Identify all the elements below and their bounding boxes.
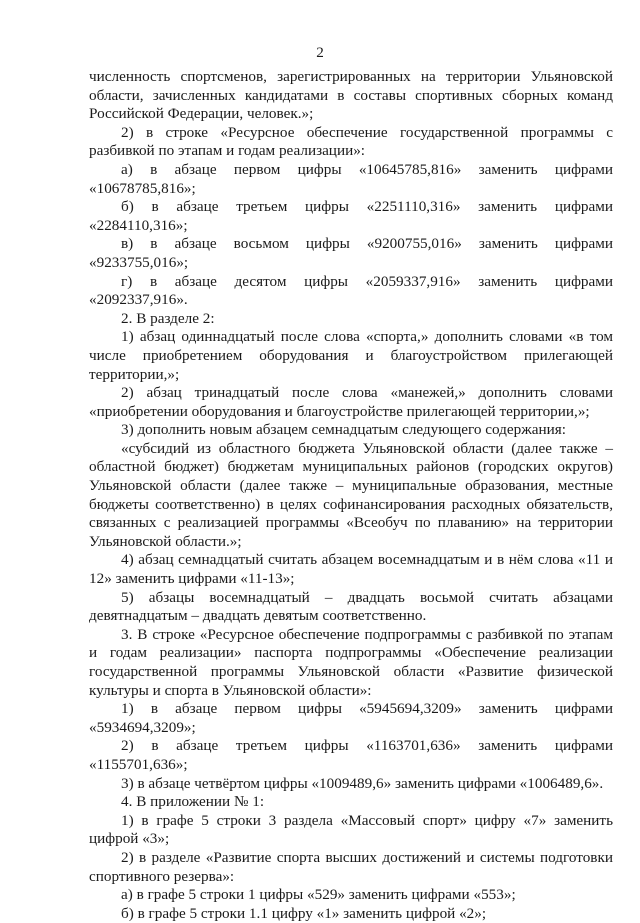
paragraph: 1) абзац одиннадцатый после слова «спорта,» дополнить словами «в том числе приобретением оборудования и благоустройством прилегающей территории,»;	[89, 328, 613, 383]
paragraph: 1) в абзаце первом цифры «5945694,3209» заменить цифрами «5934694,3209»;	[89, 700, 613, 736]
paragraph: а) в абзаце первом цифры «10645785,816» заменить цифрами «10678785,816»;	[89, 160, 613, 197]
paragraph: 1) в графе 5 строки 3 раздела «Массовый спорт» цифру «7» заменить цифрой «3»;	[89, 811, 613, 848]
paragraph: б) в абзаце третьем цифры «2251110,316» заменить цифрами «2284110,316»;	[89, 198, 613, 234]
paragraph: 2) в строке «Ресурсное обеспечение государственной программы с разбивкой по этапам и годам реализации»:	[89, 123, 613, 160]
document-body	[89, 68, 613, 923]
paragraph: 3) дополнить новым абзацем семнадцатым следующего содержания:	[121, 421, 566, 439]
paragraph: численность спортсменов, зарегистрированных на территории Ульяновской области, зачисленных кандидатами в составы спортивных сборных команд Российской Федерации, человек.»;	[89, 68, 613, 123]
page-number: 2	[316, 44, 324, 61]
paragraph: 2) в разделе «Развитие спорта высших достижений и системы подготовки спортивного резерва»:	[89, 848, 613, 885]
paragraph: б) в графе 5 строки 1.1 цифру «1» заменить цифрой «2»;	[121, 904, 487, 922]
paragraph: 5) абзацы восемнадцатый – двадцать восьмой считать абзацами девятнадцатым – двадцать девятым соответственно.	[89, 588, 613, 625]
paragraph: «субсидий из областного бюджета Ульяновской области (далее также – областной бюджет) бюджетам муниципальных районов (городских округов) Ульяновской области (далее также – муниципальные образования, местные бюджеты соответственно) в целях софинансирования расходных обязательств, связанных с реализацией программы «Всеобуч по плаванию» на территории Ульяновской области.»;	[89, 439, 613, 550]
paragraph: 2) абзац тринадцатый после слова «манежей,» дополнить словами «приобретении оборудования и благоустройстве прилегающей территории,»;	[89, 384, 613, 420]
paragraph: 4. В приложении № 1:	[121, 793, 265, 811]
paragraph: г) в абзаце десятом цифры «2059337,916» заменить цифрами «2092337,916».	[89, 272, 613, 309]
paragraph: 2) в абзаце третьем цифры «1163701,636» заменить цифрами «1155701,636»;	[89, 737, 613, 773]
paragraph: 3) в абзаце четвёртом цифры «1009489,6» заменить цифрами «1006489,6».	[121, 774, 604, 792]
paragraph: 3. В строке «Ресурсное обеспечение подпрограммы с разбивкой по этапам и годам реализации» паспорта подпрограммы «Обеспечение реализации государственной программы Ульяновской области «Развитие физической культуры и спорта в Ульяновской области»:	[89, 625, 613, 699]
paragraph: в) в абзаце восьмом цифры «9200755,016» заменить цифрами «9233755,016»;	[89, 235, 613, 271]
paragraph: а) в графе 5 строки 1 цифры «529» заменить цифрами «553»;	[121, 886, 516, 904]
paragraph: 4) абзац семнадцатый считать абзацем восемнадцатым и в нём слова «11 и 12» заменить цифрами «11-13»;	[89, 551, 613, 588]
paragraph: 2. В разделе 2:	[121, 309, 215, 327]
